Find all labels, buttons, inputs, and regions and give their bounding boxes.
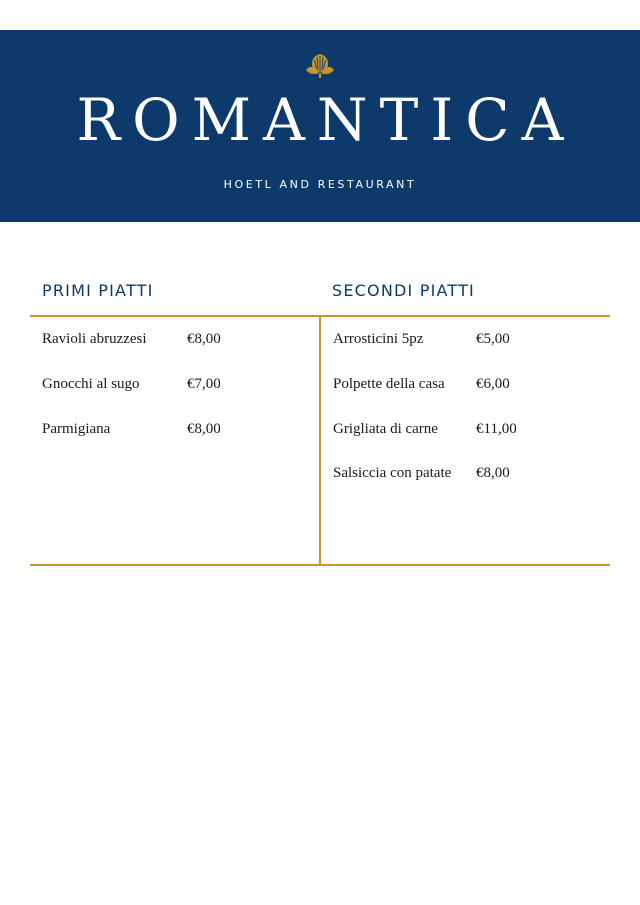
- menu-item-name: Polpette della casa: [333, 376, 445, 392]
- menu-item: [333, 462, 583, 485]
- menu-item-price: €6,00: [476, 376, 510, 392]
- section-heading-primi: PRIMI PIATTI: [42, 281, 154, 300]
- seashell-icon: [302, 52, 338, 82]
- menu-item-price: €8,00: [187, 421, 221, 437]
- menu-item: [333, 328, 583, 351]
- menu-item-name: Salsiccia con patate: [333, 465, 452, 481]
- divider-bottom: [30, 564, 610, 566]
- page-title: ROMANTICA: [76, 86, 576, 154]
- page-subtitle: HOETL AND RESTAURANT: [223, 178, 417, 191]
- menu-item-name: Gnocchi al sugo: [42, 376, 140, 392]
- menu-item: [42, 373, 292, 396]
- menu-item-price: €7,00: [187, 376, 221, 392]
- menu-item-price: €11,00: [476, 421, 517, 437]
- menu-item-name: Arrosticini 5pz: [333, 331, 424, 347]
- menu-item-name: Ravioli abruzzesi: [42, 331, 147, 347]
- menu-item-price: €8,00: [187, 331, 221, 347]
- menu-item-name: Parmigiana: [42, 421, 111, 437]
- menu-item-name: Grigliata di carne: [333, 421, 438, 437]
- section-heading-secondi: SECONDI PIATTI: [332, 281, 475, 300]
- menu-item: [333, 418, 583, 441]
- menu-item: [333, 373, 583, 396]
- menu-item-price: €8,00: [476, 465, 510, 481]
- menu-item: [42, 328, 292, 351]
- menu-item: [42, 418, 292, 441]
- divider-vertical: [319, 316, 321, 565]
- menu-item-price: €5,00: [476, 331, 510, 347]
